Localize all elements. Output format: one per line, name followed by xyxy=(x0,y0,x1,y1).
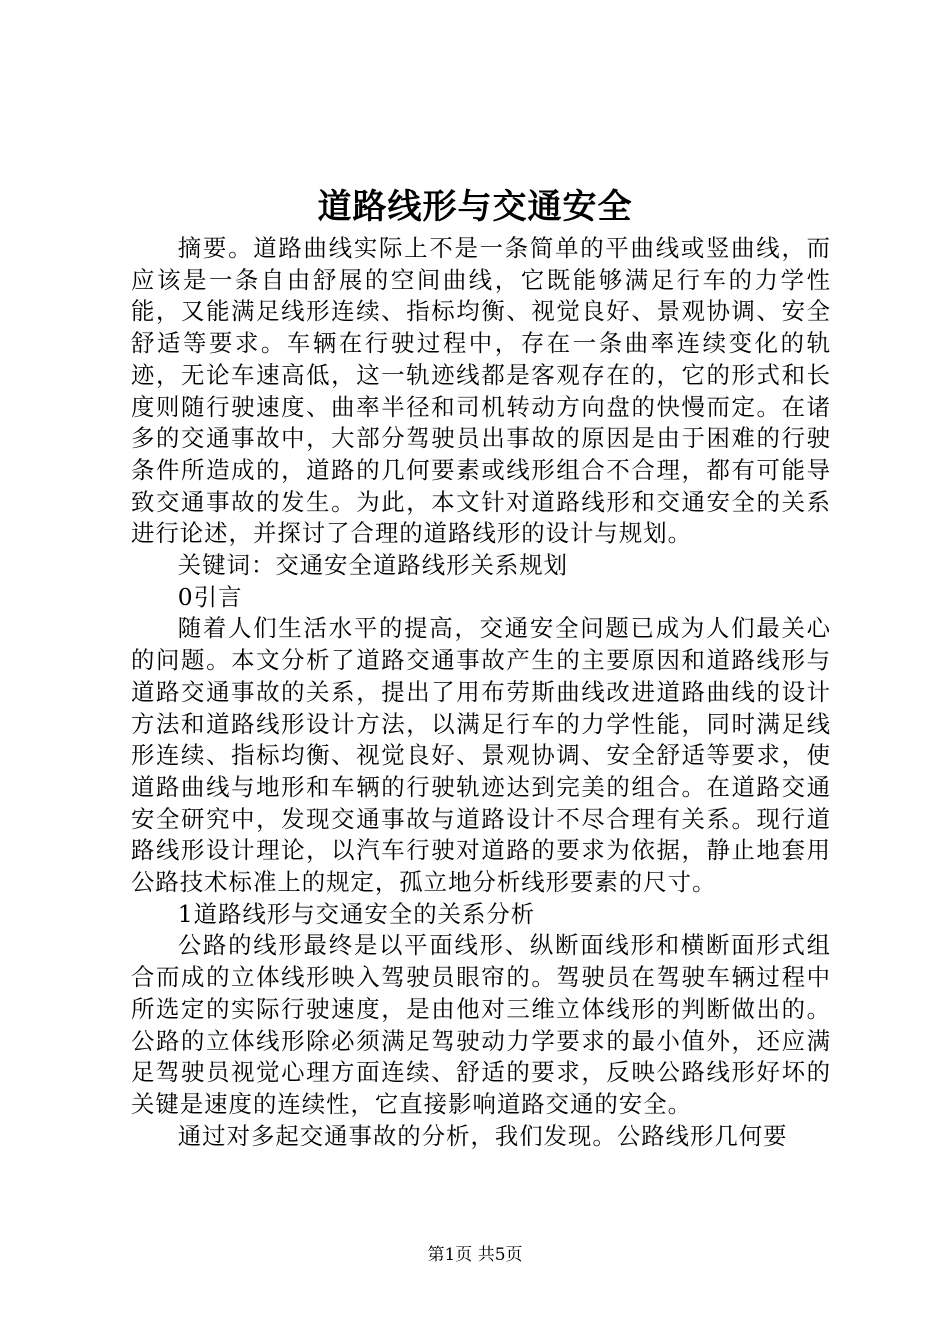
analysis-paragraph-continued: 通过对多起交通事故的分析，我们发现。公路线形几何要 xyxy=(177,1121,788,1150)
keywords-paragraph: 关键词：交通安全道路线形关系规划 xyxy=(177,551,569,580)
document-body xyxy=(131,233,831,1152)
analysis-paragraph: 公路的线形最终是以平面线形、纵断面线形和横断面形式组合而成的立体线形映入驾驶员眼帘的。驾驶员在驾驶车辆过程中所选定的实际行驶速度，是由他对三维立体线形的判断做出的。公路的立体线形除必须满足驾驶动力学要求的最小值外，还应满足驾驶员视觉心理方面连续、舒适的要求，反映公路线形好坏的关键是速度的连续性，它直接影响道路交通的安全。 xyxy=(131,931,831,1118)
introduction-paragraph: 随着人们生活水平的提高，交通安全问题已成为人们最关心的问题。本文分析了道路交通事故产生的主要原因和道路线形与道路交通事故的关系，提出了用布劳斯曲线改进道路曲线的设计方法和道路线形设计方法，以满足行车的力学性能，同时满足线形连续、指标均衡、视觉良好、景观协调、安全舒适等要求，使道路曲线与地形和车辆的行驶轨迹达到完美的组合。在道路交通安全研究中，发现交通事故与道路设计不尽合理有关系。现行道路线形设计理论，以汽车行驶对道路的要求为依据，静止地套用公路技术标准上的规定，孤立地分析线形要素的尺寸。 xyxy=(131,614,831,897)
abstract-paragraph: 摘要。道路曲线实际上不是一条简单的平曲线或竖曲线，而应该是一条自由舒展的空间曲线，它既能够满足行车的力学性能，又能满足线形连续、指标均衡、视觉良好、景观协调、安全舒适等要求。车辆在行驶过程中，存在一条曲率连续变化的轨迹，无论车速高低，这一轨迹线都是客观存在的，它的形式和长度则随行驶速度、曲率半径和司机转动方向盘的快慢而定。在诸多的交通事故中，大部分驾驶员出事故的原因是由于困难的行驶条件所造成的，道路的几何要素或线形组合不合理，都有可能导致交通事故的发生。为此，本文针对道路线形和交通安全的关系进行论述，并探讨了合理的道路线形的设计与规划。 xyxy=(131,234,831,548)
section-heading-introduction: 0引言 xyxy=(177,582,243,611)
section-heading-analysis: 1道路线形与交通安全的关系分析 xyxy=(177,899,536,928)
document-title: 道路线形与交通安全 xyxy=(317,187,633,227)
page-footer: 第1页 共5页 xyxy=(427,1245,523,1265)
